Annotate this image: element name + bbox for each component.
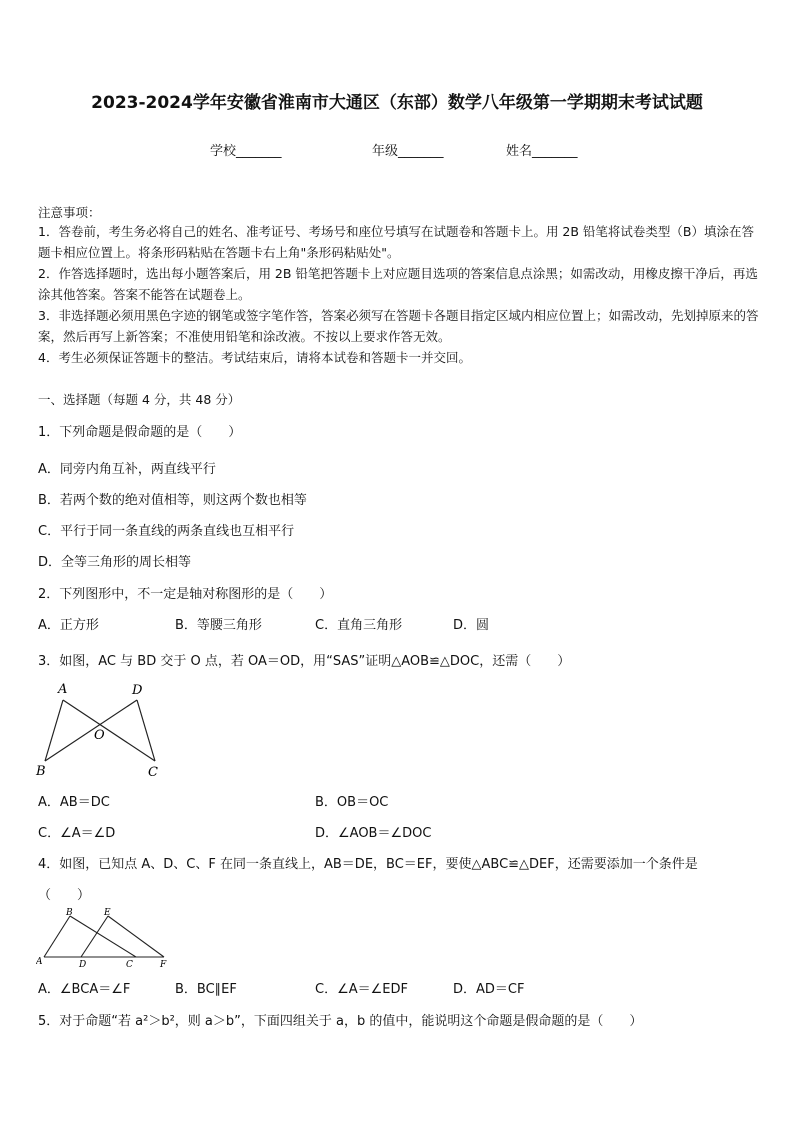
label-a: A (58, 682, 68, 697)
notice-item-2: 2．作答选择题时，选出每小题答案后，用 2B 铅笔把答题卡上对应题目选项的答案信息点涂黑；如需改动，用橡皮擦干净后，再选涂其他答案。答案不能答在试题卷上。 (38, 266, 758, 302)
question-4-option-a[interactable]: A．∠BCA＝∠F (38, 982, 131, 997)
segment-dc (137, 700, 155, 761)
label-b: B (66, 908, 73, 918)
question-3-option-c[interactable]: C．∠A＝∠D (38, 826, 116, 841)
segment-ef (108, 916, 164, 957)
label-c: C (148, 765, 158, 780)
label-b: B (36, 764, 46, 779)
question-2-stem: 2．下列图形中，不一定是轴对称图形的是（ ） (38, 587, 333, 602)
segment-ab (45, 700, 63, 761)
school-field[interactable]: 学校_______ (210, 144, 282, 159)
segment-bc (70, 916, 136, 957)
question-5-stem: 5．对于命题“若 a²＞b²，则 a＞b”，下面四组关于 a，b 的值中，能说明这个命题是假命题的是（ ） (38, 1014, 643, 1029)
segment-ac (63, 700, 155, 761)
notice-heading: 注意事项： (38, 205, 101, 220)
question-3-stem: 3．如图，AC 与 BD 交于 O 点，若 OA＝OD，用“SAS”证明△AOB≌△DOC，还需（ ） (38, 654, 571, 669)
notice-item-1: 1．答卷前，考生务必将自己的姓名、准考证号、考场号和座位号填写在试题卷和答题卡上。用 2B 铅笔将试卷类型（B）填涂在答题卡相应位置上。将条形码粘贴在答题卡右上角"条形码粘贴处"。 (38, 224, 755, 260)
question-3-option-b[interactable]: B．OB＝OC (315, 795, 389, 810)
question-1-stem: 1．下列命题是假命题的是（ ） (38, 425, 242, 440)
segment-db (45, 700, 137, 761)
question-3-option-a[interactable]: A．AB＝DC (38, 795, 110, 810)
question-2-option-b[interactable]: B．等腰三角形 (175, 618, 262, 633)
label-d: D (132, 683, 143, 698)
question-1-option-a[interactable]: A．同旁内角互补，两直线平行 (38, 462, 216, 477)
question-2-option-c[interactable]: C．直角三角形 (315, 618, 403, 633)
segment-ab (44, 916, 70, 957)
section-heading: 一、选择题（每题 4 分，共 48 分） (38, 392, 241, 407)
label-c: C (126, 960, 133, 970)
question-2-option-d[interactable]: D．圆 (453, 618, 490, 633)
question-4-stem-line-1: 4．如图，已知点 A、D、C、F 在同一条直线上，AB＝DE，BC＝EF，要使△ABC≌△DEF，还需要添加一个条件是 (38, 857, 698, 872)
notice-item-3: 3．非选择题必须用黑色字迹的钢笔或签字笔作答，答案必须写在答题卡各题目指定区域内相应位置上；如需改动，先划掉原来的答案，然后再写上新答案；不准使用铅笔和涂改液。不按以上要求作答无效。 (38, 308, 759, 344)
question-1-option-d[interactable]: D．全等三角形的周长相等 (38, 555, 192, 570)
name-field[interactable]: 姓名_______ (506, 144, 578, 159)
label-o: O (94, 728, 105, 743)
question-4-figure (36, 905, 176, 971)
exam-title: 2023-2024学年安徽省淮南市大通区（东部）数学八年级第一学期期末考试试题 (91, 93, 703, 113)
question-4-stem-line-2: （ ） (38, 888, 91, 903)
notice-item-4: 4．考生必须保证答题卡的整洁。考试结束后，请将本试卷和答题卡一并交回。 (38, 350, 471, 365)
grade-field[interactable]: 年级_______ (372, 144, 444, 159)
question-4-option-b[interactable]: B．BC∥EF (175, 982, 237, 997)
question-1-option-b[interactable]: B．若两个数的绝对值相等，则这两个数也相等 (38, 493, 307, 508)
label-f: F (160, 960, 167, 970)
question-1-option-c[interactable]: C．平行于同一条直线的两条直线也互相平行 (38, 524, 295, 539)
question-2-option-a[interactable]: A．正方形 (38, 618, 99, 633)
label-e: E (104, 908, 111, 918)
question-4-option-d[interactable]: D．AD＝CF (453, 982, 525, 997)
question-3-figure (30, 678, 180, 782)
label-a: A (36, 957, 43, 967)
question-4-option-c[interactable]: C．∠A＝∠EDF (315, 982, 408, 997)
question-3-option-d[interactable]: D．∠AOB＝∠DOC (315, 826, 432, 841)
label-d: D (79, 960, 87, 970)
